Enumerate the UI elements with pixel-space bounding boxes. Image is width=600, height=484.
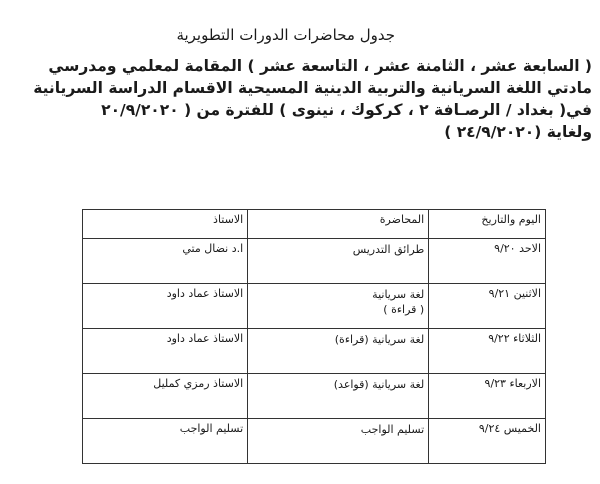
teacher-cell: الاستاذ رمزي كمليل: [83, 374, 248, 419]
table-row: [83, 329, 546, 374]
lecture-line: لغة سريانية: [372, 288, 425, 301]
header-date: اليوم والتاريخ: [429, 210, 546, 239]
date-cell: الثلاثاء ٩/٢٢: [429, 329, 546, 374]
lecture-cell: [248, 419, 429, 464]
teacher-cell: الاستاذ عماد داود: [83, 329, 248, 374]
table-row: [83, 374, 546, 419]
header-teacher: الاستاذ: [83, 210, 248, 239]
intro-line: ( السابعة عشر ، الثامنة عشر ، التاسعة عشر ) المقامة لمعلمي ومدرسي: [48, 57, 592, 75]
lecture-cell: [248, 284, 429, 329]
lecture-cell: [248, 374, 429, 419]
date-cell: الاربعاء ٩/٢٣: [429, 374, 546, 419]
lecture-line: طرائق التدريس: [352, 243, 425, 256]
intro-paragraph: [33, 55, 592, 143]
teacher-cell: الاستاذ عماد داود: [83, 284, 248, 329]
date-cell: الخميس ٩/٢٤: [429, 419, 546, 464]
lecture-cell: [248, 239, 429, 284]
date-cell: الاثنين ٩/٢١: [429, 284, 546, 329]
intro-line: ولغاية (٢٤/٩/٢٠٢٠ ): [444, 123, 592, 141]
schedule-table: [82, 209, 546, 464]
document-title: جدول محاضرات الدورات التطويرية: [176, 26, 395, 44]
table-header-row: [83, 210, 546, 239]
table-row: [83, 239, 546, 284]
lecture-line: تسليم الواجب: [360, 423, 425, 436]
date-cell: الاحد ٩/٢٠: [429, 239, 546, 284]
teacher-cell: ا.د نضال متي: [83, 239, 248, 284]
table-row: [83, 284, 546, 329]
teacher-cell: تسليم الواجب: [83, 419, 248, 464]
lecture-line: لغة سريانية (قراءة): [334, 333, 425, 346]
intro-line: في( بغداد / الرصـافة ٢ ، كركوك ، نينوى ) للفترة من ( ٢٠/٩/٢٠٢٠: [101, 101, 592, 119]
intro-line: مادتي اللغة السريانية والتربية الدينية المسيحية الاقسام الدراسة السريانية: [33, 79, 592, 97]
lecture-cell: [248, 329, 429, 374]
lecture-line: لغة سريانية (قواعد): [333, 378, 425, 391]
lecture-line: ( قراءة ): [383, 303, 425, 316]
header-lecture: المحاضرة: [248, 210, 429, 239]
table-row: [83, 419, 546, 464]
